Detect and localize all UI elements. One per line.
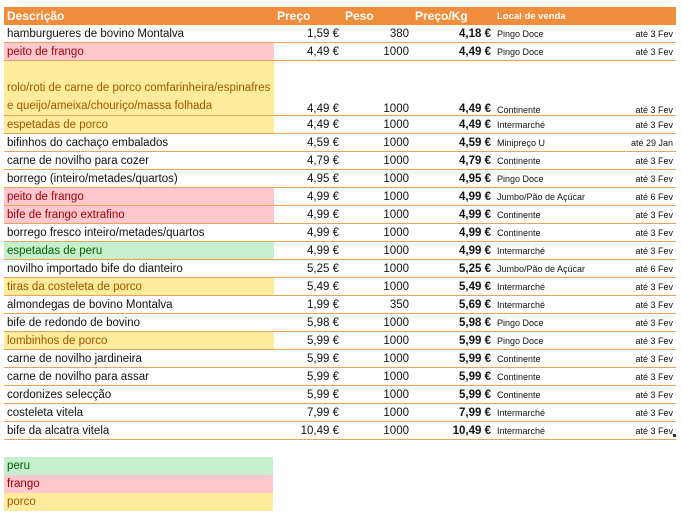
cell-local[interactable]: Pingo Doce (494, 332, 600, 350)
cell-local[interactable]: Jumbo/Pão de Açúcar (494, 260, 600, 278)
table-row (4, 296, 676, 314)
cell-preco[interactable]: 5,99 € (274, 368, 342, 386)
cell-local[interactable]: Intermarché (494, 242, 600, 260)
cell-local[interactable]: Continente (494, 152, 600, 170)
cell-preco-kg[interactable]: 5,25 € (412, 260, 494, 278)
cell-local[interactable]: Pingo Doce (494, 43, 600, 61)
cell-preco[interactable]: 4,49 € (274, 43, 342, 61)
header-descricao[interactable]: Descrição (4, 7, 274, 25)
cell-descricao[interactable]: peito de frango (4, 43, 274, 61)
cell-peso[interactable]: 1000 (342, 422, 412, 440)
cell-validade[interactable]: até 3 Fev (600, 152, 676, 170)
cell-preco-kg[interactable]: 4,18 € (412, 25, 494, 43)
cell-validade[interactable]: até 3 Fev (600, 422, 676, 440)
price-table-container (4, 7, 676, 440)
cell-local[interactable]: Continente (494, 224, 600, 242)
cell-descricao[interactable]: carne de novilho para assar (4, 368, 274, 386)
cell-peso[interactable]: 1000 (342, 404, 412, 422)
cell-validade[interactable]: até 6 Fev (600, 188, 676, 206)
cell-peso[interactable]: 1000 (342, 206, 412, 224)
cell-preco[interactable]: 4,49 € (274, 116, 342, 134)
cell-peso[interactable]: 380 (342, 25, 412, 43)
category-legend (4, 457, 273, 511)
cell-local[interactable]: Continente (494, 386, 600, 404)
cell-preco-kg[interactable]: 4,49 € (412, 116, 494, 134)
cell-preco-kg[interactable]: 5,99 € (412, 350, 494, 368)
cell-descricao[interactable]: rolo/roti de carne de porco comfarinheira/espinafres e queijo/ameixa/chouriço/massa folhada (4, 61, 274, 116)
cell-peso[interactable]: 1000 (342, 242, 412, 260)
cell-preco-kg[interactable]: 4,49 € (412, 43, 494, 61)
legend-porco: porco (4, 493, 273, 511)
cell-preco-kg[interactable]: 4,99 € (412, 188, 494, 206)
cell-descricao[interactable]: lombinhos de porco (4, 332, 274, 350)
cell-descricao[interactable]: borrego (inteiro/metades/quartos) (4, 170, 274, 188)
table-row (4, 278, 676, 296)
cell-descricao[interactable]: tiras da costeleta de porco (4, 278, 274, 296)
table-row (4, 422, 676, 440)
cell-preco[interactable]: 5,98 € (274, 314, 342, 332)
cell-validade[interactable]: até 3 Fev (600, 350, 676, 368)
table-row (4, 314, 676, 332)
cell-validade[interactable]: até 3 Fev (600, 386, 676, 404)
cell-preco-kg[interactable]: 4,59 € (412, 134, 494, 152)
table-row (4, 134, 676, 152)
cell-preco[interactable]: 4,99 € (274, 206, 342, 224)
cell-preco[interactable]: 5,99 € (274, 350, 342, 368)
legend-frango: frango (4, 475, 273, 493)
cell-descricao[interactable]: espetadas de peru (4, 242, 274, 260)
cell-descricao[interactable]: peito de frango (4, 188, 274, 206)
cell-descricao[interactable]: espetadas de porco (4, 116, 274, 134)
cell-peso[interactable]: 1000 (342, 61, 412, 116)
cell-preco[interactable]: 4,49 € (274, 61, 342, 116)
cell-local[interactable]: Continente (494, 350, 600, 368)
cell-descricao[interactable]: hamburgueres de bovino Montalva (4, 25, 274, 43)
cell-local[interactable]: Intermarché (494, 296, 600, 314)
cell-peso[interactable]: 1000 (342, 386, 412, 404)
cell-preco-kg[interactable]: 4,99 € (412, 206, 494, 224)
cell-descricao[interactable]: carne de novilho para cozer (4, 152, 274, 170)
cell-preco[interactable]: 5,49 € (274, 278, 342, 296)
cell-preco[interactable]: 4,79 € (274, 152, 342, 170)
table-row (4, 260, 676, 278)
cell-peso[interactable]: 1000 (342, 332, 412, 350)
cell-validade[interactable]: até 6 Fev (600, 260, 676, 278)
header-validade[interactable] (600, 7, 676, 25)
cell-preco[interactable]: 4,99 € (274, 242, 342, 260)
cell-local[interactable]: Intermarché (494, 116, 600, 134)
cell-local[interactable]: Pingo Doce (494, 314, 600, 332)
legend-peru: peru (4, 457, 273, 475)
table-row (4, 386, 676, 404)
cell-local[interactable]: Minipreço U (494, 134, 600, 152)
cell-validade[interactable]: até 3 Fev (600, 170, 676, 188)
table-row (4, 404, 676, 422)
cell-preco[interactable]: 1,99 € (274, 296, 342, 314)
cell-descricao[interactable]: bife da alcatra vitela (4, 422, 274, 440)
cell-local[interactable]: Continente (494, 368, 600, 386)
table-row (4, 332, 676, 350)
cell-preco-kg[interactable]: 4,95 € (412, 170, 494, 188)
cell-peso[interactable]: 1000 (342, 188, 412, 206)
cell-peso[interactable]: 1000 (342, 224, 412, 242)
cell-local[interactable]: Pingo Doce (494, 25, 600, 43)
cell-peso[interactable]: 1000 (342, 134, 412, 152)
cell-validade[interactable]: até 3 Fev (600, 278, 676, 296)
cell-peso[interactable]: 1000 (342, 260, 412, 278)
cell-validade[interactable]: até 3 Fev (600, 25, 676, 43)
header-peso[interactable]: Peso (342, 7, 412, 25)
cell-preco[interactable]: 1,59 € (274, 25, 342, 43)
cell-preco[interactable]: 5,99 € (274, 386, 342, 404)
cell-validade[interactable]: até 3 Fev (600, 116, 676, 134)
cell-preco-kg[interactable]: 4,49 € (412, 61, 494, 116)
cell-preco-kg[interactable]: 4,99 € (412, 224, 494, 242)
cell-descricao[interactable]: almondegas de bovino Montalva (4, 296, 274, 314)
table-row (4, 152, 676, 170)
table-row (4, 206, 676, 224)
cell-preco-kg[interactable]: 5,99 € (412, 368, 494, 386)
header-preco[interactable]: Preço (274, 7, 342, 25)
cell-peso[interactable]: 1000 (342, 43, 412, 61)
table-row (4, 116, 676, 134)
cell-preco[interactable]: 10,49 € (274, 422, 342, 440)
cell-preco-kg[interactable]: 5,99 € (412, 386, 494, 404)
cell-validade[interactable]: até 3 Fev (600, 368, 676, 386)
cell-local[interactable]: Intermarché (494, 422, 600, 440)
header-local[interactable]: Local de venda (494, 7, 600, 25)
cell-descricao[interactable]: carne de novilho jardineira (4, 350, 274, 368)
cell-descricao[interactable]: borrego fresco inteiro/metades/quartos (4, 224, 274, 242)
table-row (4, 350, 676, 368)
table-body (4, 25, 676, 440)
cell-validade[interactable]: até 3 Fev (600, 206, 676, 224)
cell-local[interactable]: Continente (494, 206, 600, 224)
cell-preco[interactable]: 5,99 € (274, 332, 342, 350)
cell-descricao[interactable]: bife de frango extrafino (4, 206, 274, 224)
cell-preco-kg[interactable]: 5,49 € (412, 278, 494, 296)
cell-validade[interactable]: até 3 Fev (600, 61, 676, 116)
cell-local[interactable]: Jumbo/Pão de Açúcar (494, 188, 600, 206)
cell-local[interactable]: Continente (494, 61, 600, 116)
cell-preco[interactable]: 7,99 € (274, 404, 342, 422)
cell-descricao[interactable]: costeleta vitela (4, 404, 274, 422)
cell-preco-kg[interactable]: 7,99 € (412, 404, 494, 422)
cell-peso[interactable]: 1000 (342, 152, 412, 170)
cell-validade[interactable]: até 3 Fev (600, 43, 676, 61)
cell-preco[interactable]: 4,99 € (274, 224, 342, 242)
header-preco-kg[interactable]: Preço/Kg (412, 7, 494, 25)
cell-preco-kg[interactable]: 5,69 € (412, 296, 494, 314)
cell-validade[interactable]: até 29 Jan (600, 134, 676, 152)
cell-validade[interactable]: até 3 Fev (600, 224, 676, 242)
cell-descricao[interactable]: bife de redondo de bovino (4, 314, 274, 332)
table-row (4, 61, 676, 116)
cell-descricao[interactable]: cordonizes selecção (4, 386, 274, 404)
cell-validade[interactable]: até 3 Fev (600, 332, 676, 350)
table-row (4, 188, 676, 206)
cell-peso[interactable]: 1000 (342, 314, 412, 332)
cell-preco[interactable]: 4,99 € (274, 188, 342, 206)
fill-handle[interactable] (673, 434, 676, 437)
table-row (4, 242, 676, 260)
table-row (4, 43, 676, 61)
cell-validade[interactable]: até 3 Fev (600, 242, 676, 260)
cell-peso[interactable]: 1000 (342, 278, 412, 296)
cell-preco-kg[interactable]: 4,79 € (412, 152, 494, 170)
cell-local[interactable]: Intermarché (494, 278, 600, 296)
cell-preco[interactable]: 5,25 € (274, 260, 342, 278)
cell-preco-kg[interactable]: 5,98 € (412, 314, 494, 332)
table-row (4, 368, 676, 386)
cell-preco[interactable]: 4,59 € (274, 134, 342, 152)
table-row (4, 25, 676, 43)
cell-preco-kg[interactable]: 4,99 € (412, 242, 494, 260)
cell-peso[interactable]: 1000 (342, 350, 412, 368)
cell-preco-kg[interactable]: 5,99 € (412, 332, 494, 350)
cell-preco[interactable]: 4,95 € (274, 170, 342, 188)
cell-peso[interactable]: 1000 (342, 170, 412, 188)
cell-preco-kg[interactable]: 10,49 € (412, 422, 494, 440)
table-row (4, 170, 676, 188)
table-row (4, 224, 676, 242)
cell-local[interactable]: Intermarché (494, 404, 600, 422)
cell-validade[interactable]: até 3 Fev (600, 314, 676, 332)
cell-descricao[interactable]: novilho importado bife do dianteiro (4, 260, 274, 278)
cell-validade[interactable]: até 3 Fev (600, 404, 676, 422)
cell-validade[interactable]: até 3 Fev (600, 296, 676, 314)
cell-descricao[interactable]: bifinhos do cachaço embalados (4, 134, 274, 152)
cell-peso[interactable]: 350 (342, 296, 412, 314)
cell-local[interactable]: Pingo Doce (494, 170, 600, 188)
cell-peso[interactable]: 1000 (342, 368, 412, 386)
price-table (4, 7, 676, 440)
header-row (4, 7, 676, 25)
cell-peso[interactable]: 1000 (342, 116, 412, 134)
